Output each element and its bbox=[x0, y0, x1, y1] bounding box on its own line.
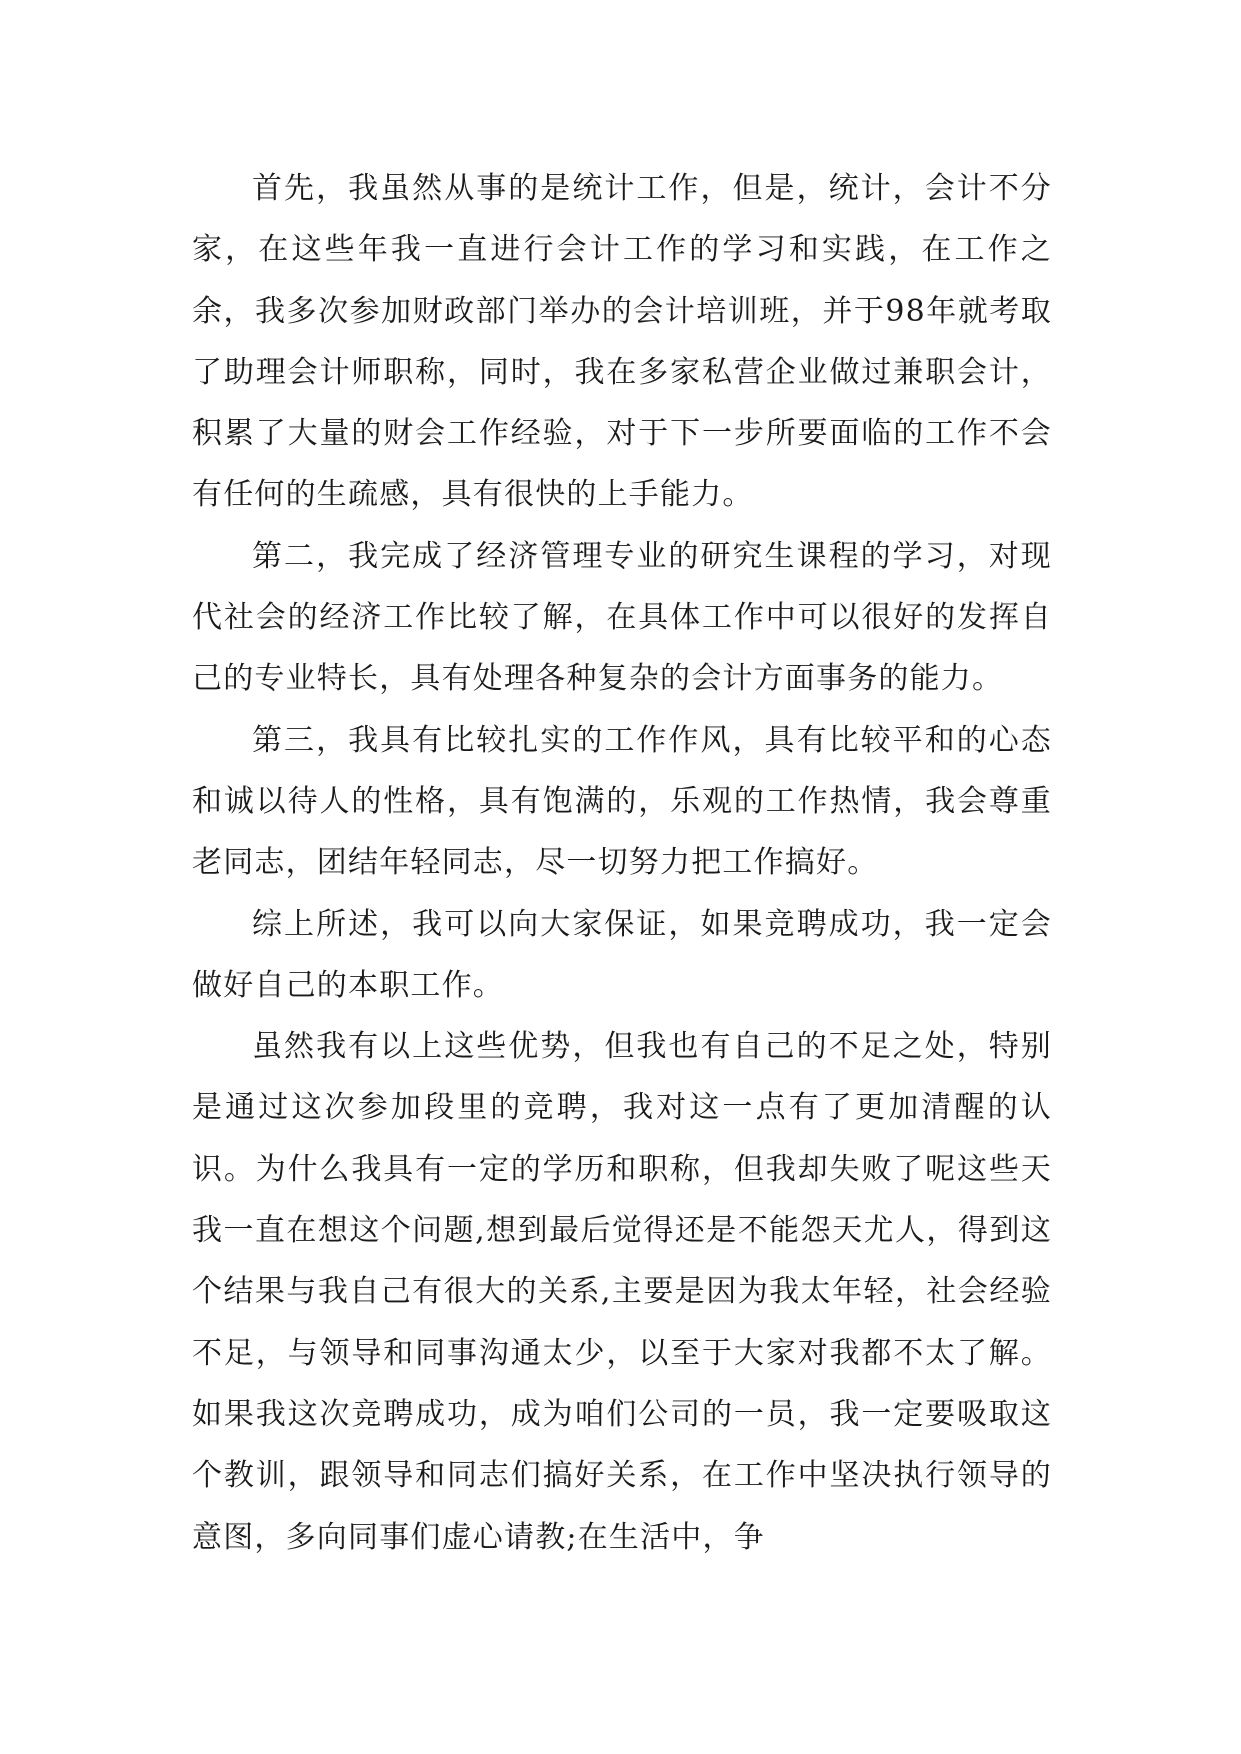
document-body bbox=[192, 158, 1052, 1568]
paragraph-shortcomings: 虽然我有以上这些优势，但我也有自己的不足之处，特别是通过这次参加段里的竞聘，我对这一点有了更加清醒的认识。为什么我具有一定的学历和职称，但我却失败了呢这些天我一直在想这个问题,想到最后觉得还是不能怨天尤人，得到这个结果与我自己有很大的关系,主要是因为我太年轻，社会经验不足，与领导和同事沟通太少，以至于大家对我都不太了解。如果我这次竞聘成功，成为咱们公司的一员，我一定要吸取这个教训，跟领导和同志们搞好关系，在工作中坚决执行领导的意图，多向同事们虚心请教;在生活中，争 bbox=[192, 1029, 1052, 1555]
paragraph-second: 第二，我完成了经济管理专业的研究生课程的学习，对现代社会的经济工作比较了解，在具体工作中可以很好的发挥自己的专业特长，具有处理各种复杂的会计方面事务的能力。 bbox=[192, 538, 1052, 697]
paragraph-third: 第三，我具有比较扎实的工作作风，具有比较平和的心态和诚以待人的性格，具有饱满的，乐观的工作热情，我会尊重老同志，团结年轻同志，尽一切努力把工作搞好。 bbox=[192, 722, 1052, 881]
paragraph-first: 首先，我虽然从事的是统计工作，但是，统计，会计不分家，在这些年我一直进行会计工作的学习和实践，在工作之余，我多次参加财政部门举办的会计培训班，并于98年就考取了助理会计师职称，同时，我在多家私营企业做过兼职会计，积累了大量的财会工作经验，对于下一步所要面临的工作不会有任何的生疏感，具有很快的上手能力。 bbox=[192, 171, 1052, 513]
paragraph-summary: 综上所述，我可以向大家保证，如果竞聘成功，我一定会做好自己的本职工作。 bbox=[192, 906, 1052, 1003]
